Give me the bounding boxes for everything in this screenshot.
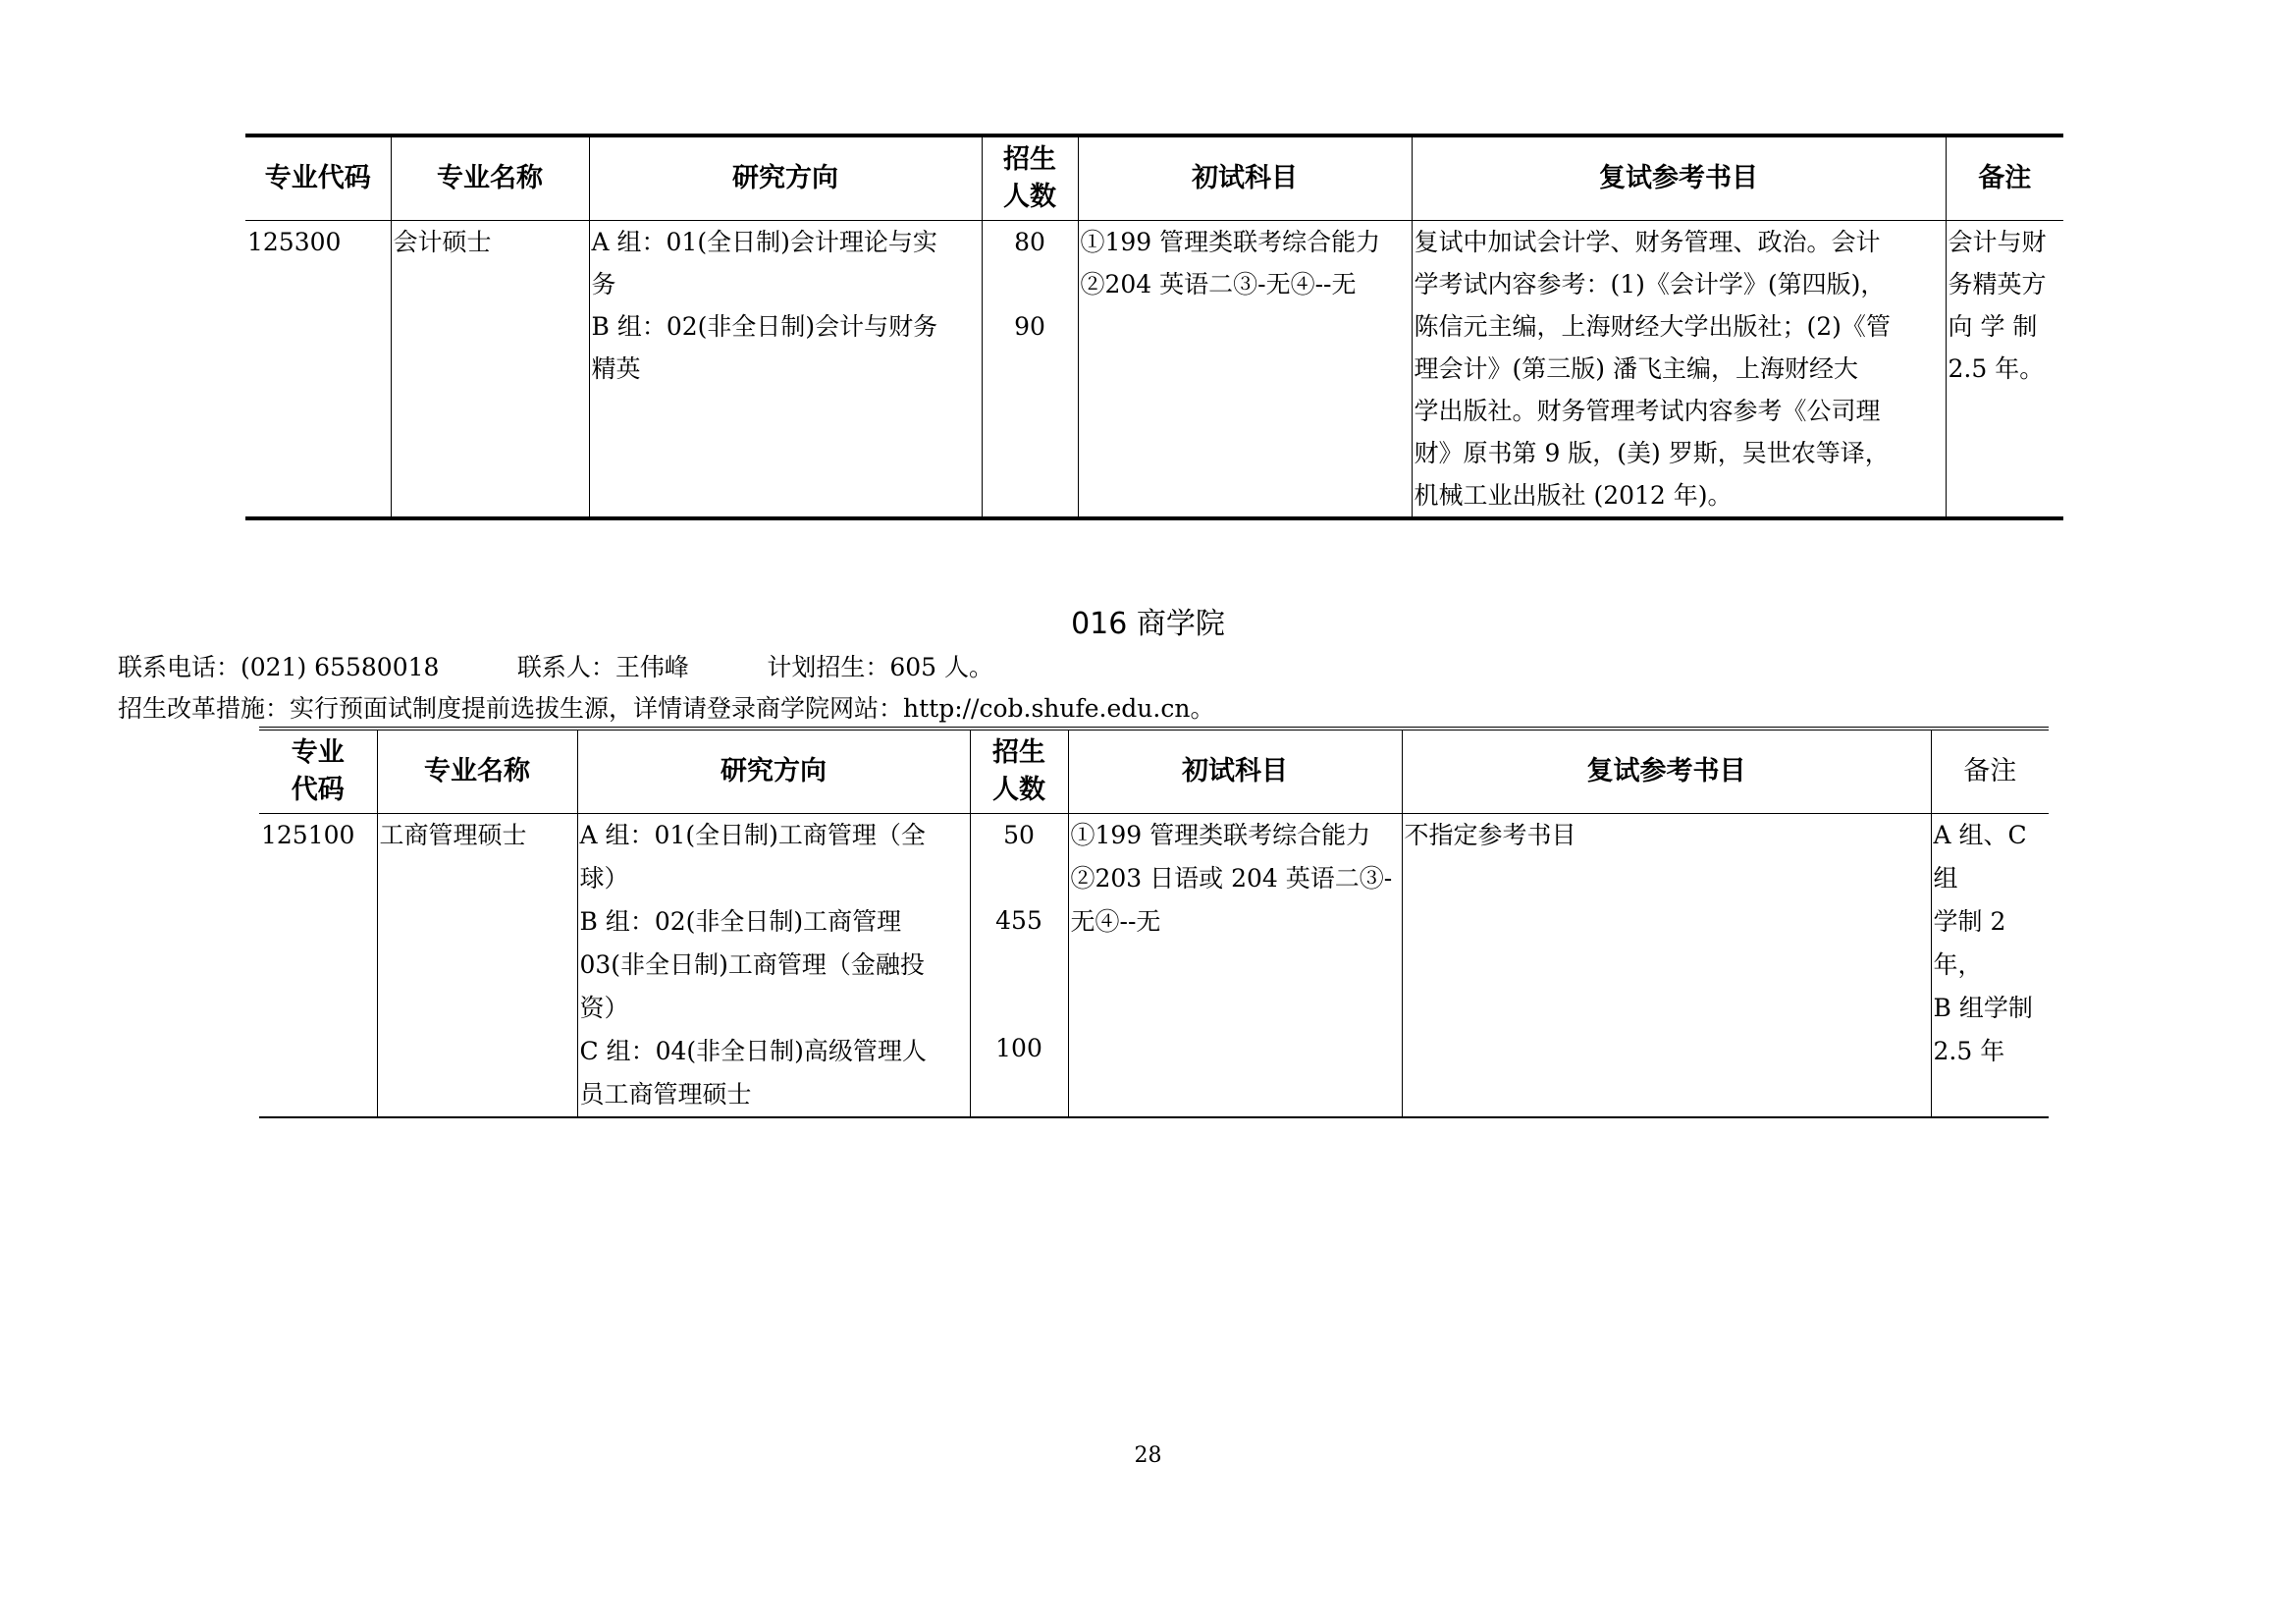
quota-value: 100 [995,1033,1042,1062]
enrollment-plan: 计划招生：605 人。 [767,653,994,681]
exam-line: 无④--无 [1070,906,1161,936]
books-line: 陈信元主编，上海财经大学出版社；(2)《管 [1414,311,1891,341]
books-line: 学考试内容参考：(1)《会计学》(第四版)， [1414,269,1886,298]
cell-notes [1946,220,2063,518]
cell-notes [1931,813,2049,1117]
section-title: 016 商学院 [1071,607,1225,641]
books-line: 机械工业出版社 (2012 年)。 [1414,480,1733,510]
header-quota: 招生人数 [970,729,1068,813]
header-notes: 备注 [1931,729,2049,813]
header-quota: 招生人数 [982,135,1078,220]
cell-books: 不指定参考书目 [1402,813,1931,1117]
header-direction: 研究方向 [589,135,982,220]
header-code: 专业代码 [245,135,391,220]
exam-line: ①199 管理类联考综合能力 [1070,820,1371,849]
notes-line: 2.5 年。 [1948,353,2045,383]
exam-line: ②204 英语二③-无④--无 [1080,269,1357,298]
direction-line: C 组：04(非全日制)高级管理人 [579,1036,927,1065]
notes-line: 2.5 年 [1933,1036,2005,1065]
direction-line: A 组：01(全日制)会计理论与实 [591,227,937,256]
quota-value: 50 [1003,820,1035,849]
notes-line: 务精英方 [1948,269,2047,298]
direction-line: B 组：02(非全日制)会计与财务 [591,311,938,341]
cell-quota [982,220,1078,518]
notes-line: 会计与财 [1948,227,2047,256]
program-table-accounting [245,134,2063,520]
program-table-mba [259,727,2049,1118]
header-books: 复试参考书目 [1402,729,1931,813]
contact-person: 联系人：王伟峰 [516,653,689,681]
exam-line: ②203 日语或 204 英语二③- [1070,863,1393,893]
header-code: 专业代码 [259,729,377,813]
page-number: 28 [1134,1443,1162,1468]
header-books: 复试参考书目 [1412,135,1946,220]
quota-value: 80 [1014,227,1045,256]
contact-phone: 联系电话：(021) 65580018 [118,653,440,681]
cell-books [1412,220,1946,518]
direction-line: 务 [591,269,616,298]
table-header-row [259,729,2049,813]
exam-line: ①199 管理类联考综合能力 [1080,227,1381,256]
reform-measures: 招生改革措施：实行预面试制度提前选拔生源，详情请登录商学院网站：http://cob.shufe.edu.cn。 [118,694,1215,723]
direction-line: A 组：01(全日制)工商管理（全 [579,820,926,849]
books-line: 复试中加试会计学、财务管理、政治。会计 [1414,227,1881,256]
books-line: 财》原书第 9 版，(美) 罗斯，吴世农等译， [1414,438,1890,467]
direction-line: 资） [579,993,629,1022]
header-exam: 初试科目 [1078,135,1412,220]
cell-code: 125300 [245,220,391,518]
table-row [245,220,2063,518]
header-name: 专业名称 [391,135,589,220]
cell-exam [1068,813,1402,1117]
books-line: 学出版社。财务管理考试内容参考《公司理 [1414,396,1881,425]
table-header-row [245,135,2063,220]
direction-line: B 组：02(非全日制)工商管理 [579,906,902,936]
header-exam: 初试科目 [1068,729,1402,813]
header-direction: 研究方向 [577,729,970,813]
cell-name: 会计硕士 [391,220,589,518]
header-notes: 备注 [1946,135,2063,220]
cell-exam [1078,220,1412,518]
cell-code: 125100 [259,813,377,1117]
quota-value: 455 [995,905,1042,935]
header-name: 专业名称 [377,729,577,813]
notes-line: 向 学 制 [1948,311,2038,341]
direction-line: 03(非全日制)工商管理（金融投 [579,949,925,979]
direction-line: 球） [579,863,629,893]
table-row [259,813,2049,1117]
cell-quota [970,813,1068,1117]
notes-line: A 组、C 组 [1933,820,2027,893]
books-line: 理会计》(第三版) 潘飞主编，上海财经大 [1414,353,1858,383]
direction-line: 员工商管理硕士 [579,1079,752,1109]
notes-line: 学制 2 年， [1933,906,2006,979]
cell-direction [589,220,982,518]
cell-direction [577,813,970,1117]
cell-name: 工商管理硕士 [377,813,577,1117]
notes-line: B 组学制 [1933,993,2033,1022]
direction-line: 精英 [591,353,641,383]
contact-info-line [118,648,993,683]
quota-value: 90 [1014,311,1045,341]
